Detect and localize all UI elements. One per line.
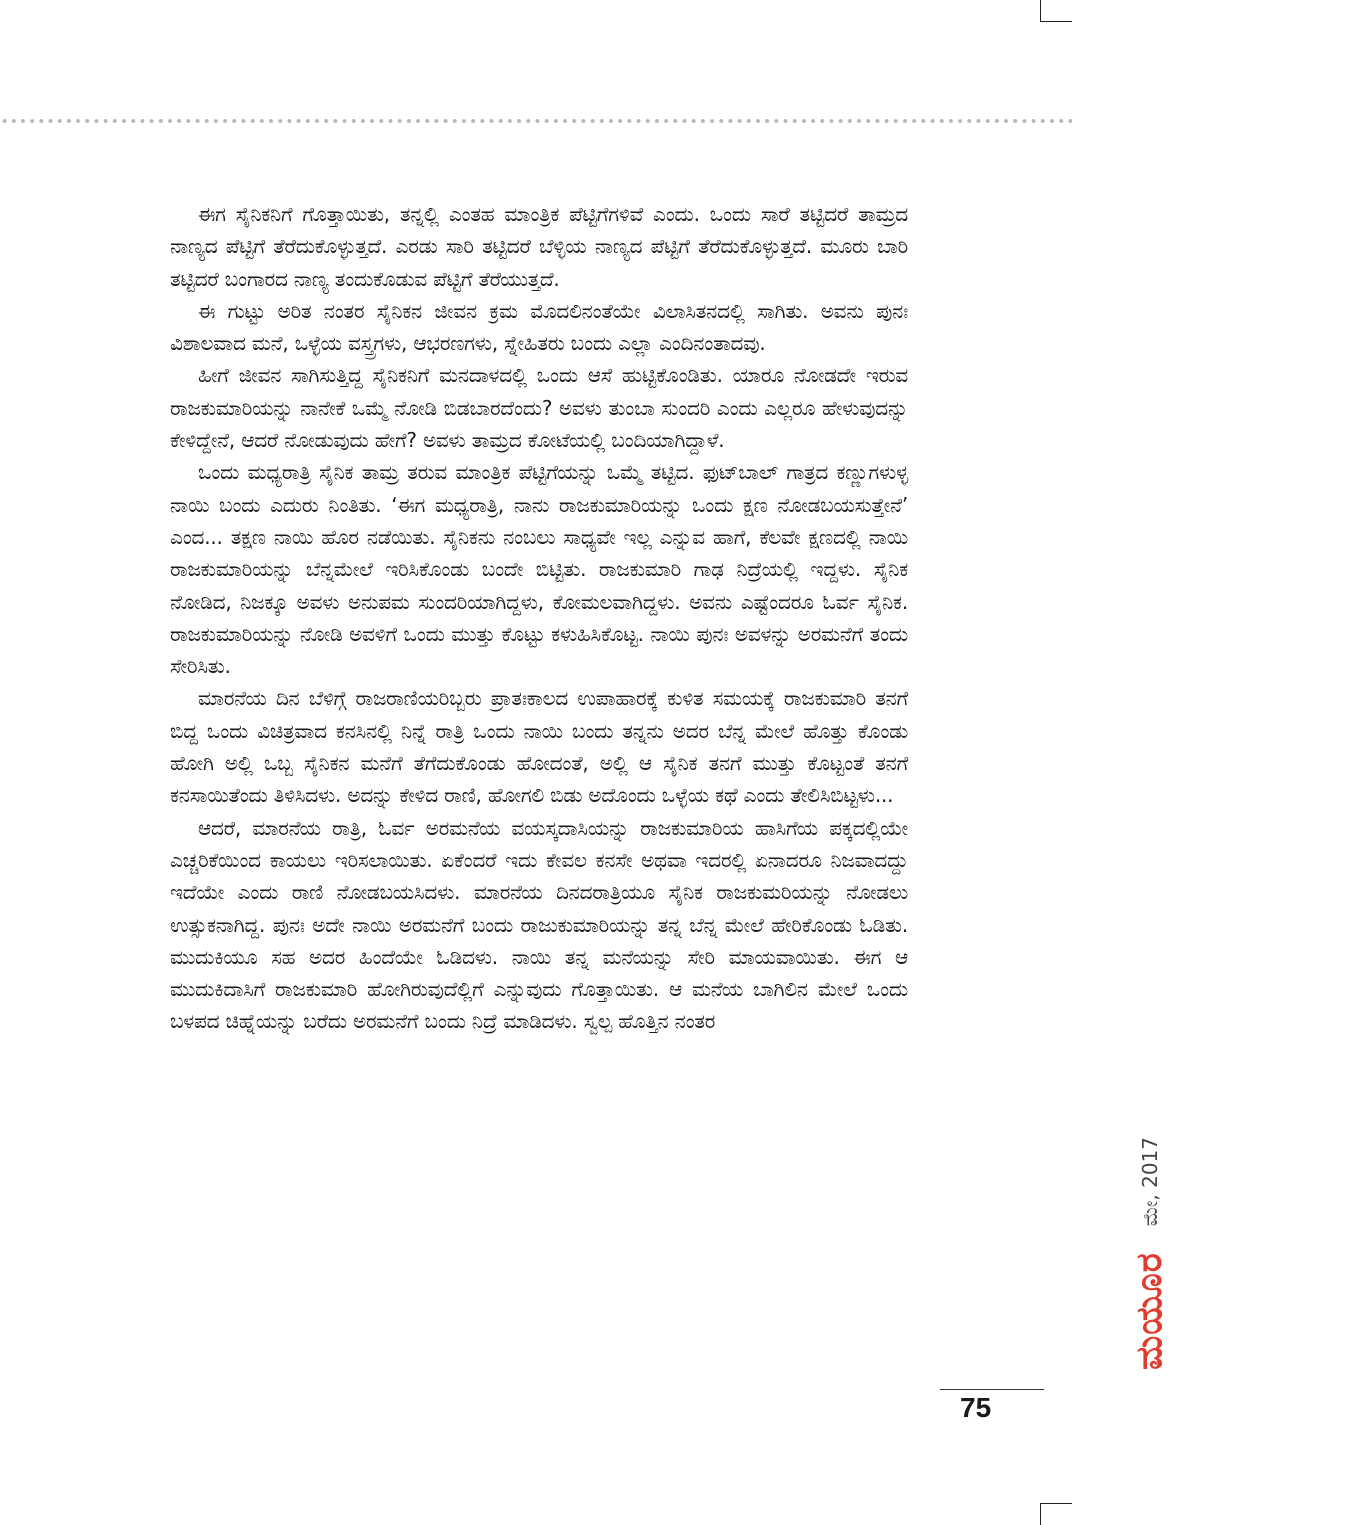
crop-mark-bottom-right-h: [1040, 1503, 1072, 1504]
page-number-rule: [940, 1389, 1044, 1390]
magazine-logo: ಮಯೂರ: [1129, 1252, 1170, 1370]
paragraph: ಆದರೆ, ಮಾರನೆಯ ರಾತ್ರಿ, ಓರ್ವ ಅರಮನೆಯ ವಯಸ್ಕದಾಸಿಯನ್ನು ರಾಜಕುಮಾರಿಯ ಹಾಸಿಗೆಯ ಪಕ್ಕದಲ್ಲಿಯೇ ಎಚ್ಚರಿಕೆಯಿಂದ ಕಾಯಲು ಇರಿಸಲಾಯಿತು. ಏಕೆಂದರೆ ಇದು ಕೇವಲ ಕನಸೇ ಅಥವಾ ಇದರಲ್ಲಿ ಏನಾದರೂ ನಿಜವಾದದ್ದು ಇದೆಯೇ ಎಂದು ರಾಣಿ ನೋಡಬಯಸಿದಳು. ಮಾರನೆಯ ದಿನದರಾತ್ರಿಯೂ ಸೈನಿಕ ರಾಜಕುಮರಿಯನ್ನು ನೋಡಲು ಉತ್ಸುಕನಾಗಿದ್ದ. ಪುನಃ ಅದೇ ನಾಯಿ ಅರಮನೆಗೆ ಬಂದು ರಾಜುಕುಮಾರಿಯನ್ನು ತನ್ನ ಬೆನ್ನ ಮೇಲೆ ಹೇರಿಕೊಂಡು ಓಡಿತು. ಮುದುಕಿಯೂ ಸಹ ಅದರ ಹಿಂದೆಯೇ ಓಡಿದಳು. ನಾಯಿ ತನ್ನ ಮನೆಯನ್ನು ಸೇರಿ ಮಾಯವಾಯಿತು. ಈಗ ಆ ಮುದುಕಿದಾಸಿಗೆ ರಾಜಕುಮಾರಿ ಹೋಗಿರುವುದೆಲ್ಲಿಗೆ ಎನ್ನುವುದು ಗೊತ್ತಾಯಿತು. ಆ ಮನೆಯ ಬಾಗಿಲಿನ ಮೇಲೆ ಒಂದು ಬಳಪದ ಚಿಹ್ನೆಯನ್ನು ಬರೆದು ಅರಮನೆಗೆ ಬಂದು ನಿದ್ರೆ ಮಾಡಿದಳು. ಸ್ವಲ್ಪ ಹೊತ್ತಿನ ನಂತರ: [170, 815, 908, 1034]
crop-mark-top-right-h: [1040, 21, 1072, 22]
page-number: 75: [960, 1392, 992, 1423]
crop-mark-top-right: [1040, 0, 1041, 22]
issue-date: ಮೇ, 2017: [1138, 1136, 1162, 1227]
paragraph: ಒಂದು ಮಧ್ಯರಾತ್ರಿ ಸೈನಿಕ ತಾಮ್ರ ತರುವ ಮಾಂತ್ರಿಕ ಪೆಟ್ಟಿಗೆಯನ್ನು ಒಮ್ಮೆ ತಟ್ಟಿದ. ಫುಟ್‌ಬಾಲ್ ಗಾತ್ರದ ಕಣ್ಣುಗಳುಳ್ಳ ನಾಯಿ ಬಂದು ಎದುರು ನಿಂತಿತು. ‘ಈಗ ಮಧ್ಯರಾತ್ರಿ, ನಾನು ರಾಜಕುಮಾರಿಯನ್ನು ಒಂದು ಕ್ಷಣ ನೋಡಬಯಸುತ್ತೇನೆ’ ಎಂದ... ತಕ್ಷಣ ನಾಯಿ ಹೊರ ನಡೆಯಿತು. ಸೈನಿಕನು ನಂಬಲು ಸಾಧ್ಯವೇ ಇಲ್ಲ ಎನ್ನುವ ಹಾಗೆ, ಕೆಲವೇ ಕ್ಷಣದಲ್ಲಿ ನಾಯಿ ರಾಜಕುಮಾರಿಯನ್ನು ಬೆನ್ನಮೇಲೆ ಇರಿಸಿಕೊಂಡು ಬಂದೇ ಬಿಟ್ಟಿತು. ರಾಜಕುಮಾರಿ ಗಾಢ ನಿದ್ರೆಯಲ್ಲಿ ಇದ್ದಳು. ಸೈನಿಕ ನೋಡಿದ, ನಿಜಕ್ಕೂ ಅವಳು ಅನುಪಮ ಸುಂದರಿಯಾಗಿದ್ದಳು, ಕೋಮಲವಾಗಿದ್ದಳು. ಅವನು ಎಷ್ಟೆಂದರೂ ಓರ್ವ ಸೈನಿಕ. ರಾಜಕುಮಾರಿಯನ್ನು ನೋಡಿ ಅವಳಿಗೆ ಒಂದು ಮುತ್ತು ಕೊಟ್ಟು ಕಳುಹಿಸಿಕೊಟ್ಟ. ನಾಯಿ ಪುನಃ ಅವಳನ್ನು ಅರಮನೆಗೆ ತಂದು ಸೇರಿಸಿತು.: [170, 460, 908, 679]
paragraph: ಹೀಗೆ ಜೀವನ ಸಾಗಿಸುತ್ತಿದ್ದ ಸೈನಿಕನಿಗೆ ಮನದಾಳದಲ್ಲಿ ಒಂದು ಆಸೆ ಹುಟ್ಟಿಕೊಂಡಿತು. ಯಾರೂ ನೋಡದೇ ಇರುವ ರಾಜಕುಮಾರಿಯನ್ನು ನಾನೇಕೆ ಒಮ್ಮೆ ನೋಡಿ ಬಿಡಬಾರದೆಂದು? ಅವಳು ತುಂಬಾ ಸುಂದರಿ ಎಂದು ಎಲ್ಲರೂ ಹೇಳುವುದನ್ನು ಕೇಳಿದ್ದೇನೆ, ಆದರೆ ನೋಡುವುದು ಹೇಗೆ? ಅವಳು ತಾಮ್ರದ ಕೋಟೆಯಲ್ಲಿ ಬಂದಿಯಾಗಿದ್ದಾಳೆ.: [170, 363, 908, 453]
crop-mark-bottom-right: [1040, 1503, 1041, 1525]
article-body: [170, 198, 908, 1038]
paragraph: ಈ ಗುಟ್ಟು ಅರಿತ ನಂತರ ಸೈನಿಕನ ಜೀವನ ಕ್ರಮ ಮೊದಲಿನಂತೆಯೇ ವಿಲಾಸಿತನದಲ್ಲಿ ಸಾಗಿತು. ಅವನು ಪುನಃ ವಿಶಾಲವಾದ ಮನೆ, ಒಳ್ಳೆಯ ವಸ್ತ್ರಗಳು, ಆಭರಣಗಳು, ಸ್ನೇಹಿತರು ಬಂದು ಎಲ್ಲಾ ಎಂದಿನಂತಾದವು.: [170, 298, 908, 356]
magazine-sidebar: [940, 1136, 1360, 1370]
paragraph: ಈಗ ಸೈನಿಕನಿಗೆ ಗೊತ್ತಾಯಿತು, ತನ್ನಲ್ಲಿ ಎಂತಹ ಮಾಂತ್ರಿಕ ಪೆಟ್ಟಿಗೆಗಳಿವೆ ಎಂದು. ಒಂದು ಸಾರೆ ತಟ್ಟಿದರೆ ತಾಮ್ರದ ನಾಣ್ಯದ ಪೆಟ್ಟಿಗೆ ತೆರೆದುಕೊಳ್ಳುತ್ತದೆ. ಎರಡು ಸಾರಿ ತಟ್ಟಿದರೆ ಬೆಳ್ಳಿಯ ನಾಣ್ಯದ ಪೆಟ್ಟಿಗೆ ತೆರೆದುಕೊಳ್ಳುತ್ತದೆ. ಮೂರು ಬಾರಿ ತಟ್ಟಿದರೆ ಬಂಗಾರದ ನಾಣ್ಯ ತಂದುಕೊಡುವ ಪೆಟ್ಟಿಗೆ ತೆರೆಯುತ್ತದೆ.: [170, 202, 908, 291]
dotted-divider: [0, 118, 1072, 124]
paragraph: ಮಾರನೆಯ ದಿನ ಬೆಳಿಗ್ಗೆ ರಾಜರಾಣಿಯರಿಬ್ಬರು ಪ್ರಾತಃಕಾಲದ ಉಪಾಹಾರಕ್ಕೆ ಕುಳಿತ ಸಮಯಕ್ಕೆ ರಾಜಕುಮಾರಿ ತನಗೆ ಬಿದ್ದ ಒಂದು ವಿಚಿತ್ರವಾದ ಕನಸಿನಲ್ಲಿ ನಿನ್ನೆ ರಾತ್ರಿ ಒಂದು ನಾಯಿ ಬಂದು ತನ್ನನು ಅದರ ಬೆನ್ನ ಮೇಲೆ ಹೊತ್ತು ಕೊಂಡು ಹೋಗಿ ಅಲ್ಲಿ ಒಬ್ಬ ಸೈನಿಕನ ಮನೆಗೆ ತೆಗೆದುಕೊಂಡು ಹೋದಂತೆ, ಅಲ್ಲಿ ಆ ಸೈನಿಕ ತನಗೆ ಮುತ್ತು ಕೊಟ್ಟಂತೆ ತನಗೆ ಕನಸಾಯಿತೆಂದು ತಿಳಿಸಿದಳು. ಅದನ್ನು ಕೇಳಿದ ರಾಣಿ, ಹೋಗಲಿ ಬಿಡು ಅದೊಂದು ಒಳ್ಳೆಯ ಕಥೆ ಎಂದು ತೇಲಿಸಿಬಿಟ್ಟಳು...: [170, 686, 908, 808]
